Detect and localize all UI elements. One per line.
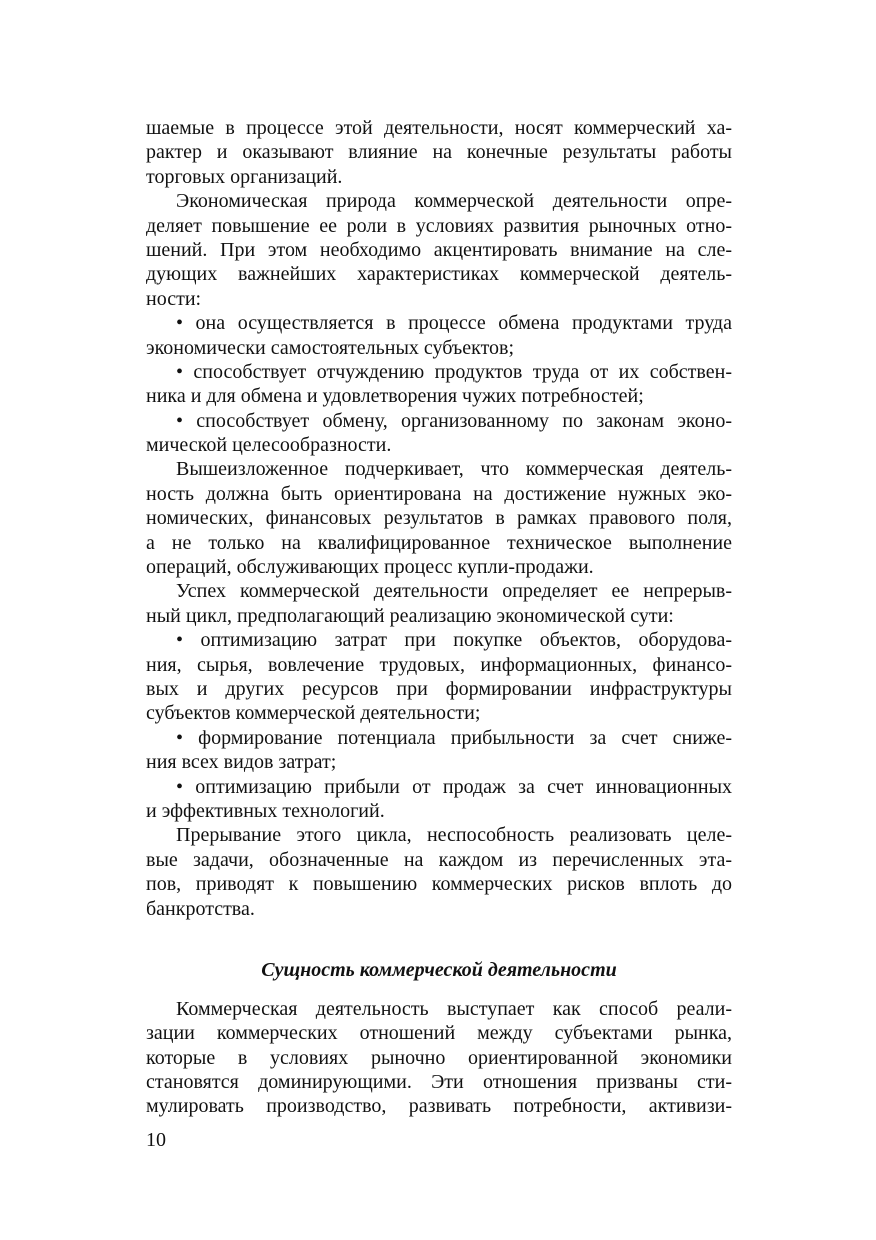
text-line: Вышеизложенное подчеркивает, что коммерческая деятель-: [176, 458, 732, 481]
text-line: ности:: [146, 287, 202, 310]
text-line: • она осуществляется в процессе обмена продуктами труда: [176, 312, 732, 335]
text-line: ность должна быть ориентирована на достижение нужных эко-: [146, 482, 732, 505]
text-line: банкротства.: [146, 897, 255, 920]
text-line: экономически самостоятельных субъектов;: [146, 336, 515, 359]
text-line: вые задачи, обозначенные на каждом из перечисленных эта-: [146, 848, 732, 871]
text-line: пов, приводят к повышению коммерческих рисков вплоть до: [146, 873, 732, 896]
text-line: вых и других ресурсов при формировании инфраструктуры: [146, 677, 732, 700]
paragraph: [146, 189, 732, 311]
paragraph: [146, 116, 732, 189]
page-number: 10: [146, 1129, 166, 1151]
text-line: • оптимизацию прибыли от продаж за счет инновационных: [176, 775, 732, 798]
text-line: шений. При этом необходимо акцентировать внимание на сле-: [146, 238, 732, 261]
paragraph: [146, 823, 732, 921]
paragraph: [146, 360, 732, 409]
text-line: номических, финансовых результатов в рамках правового поля,: [146, 507, 732, 530]
paragraph: [146, 311, 732, 360]
text-line: ния, сырья, вовлечение трудовых, информационных, финансо-: [146, 653, 732, 676]
text-line: мической целесообразности.: [146, 434, 392, 457]
body-text-before-heading: [146, 116, 732, 921]
paragraph: [146, 775, 732, 824]
text-line: • формирование потенциала прибыльности за счет сниже-: [176, 726, 732, 749]
text-line: торговых организаций.: [146, 165, 343, 188]
text-line: Прерывание этого цикла, неспособность реализовать целе-: [176, 824, 732, 847]
text-line: Коммерческая деятельность выступает как способ реали-: [176, 997, 732, 1020]
text-line: которые в условиях рыночно ориентированной экономики: [146, 1046, 732, 1069]
paragraph: [146, 409, 732, 458]
paragraph: [146, 726, 732, 775]
text-line: Успех коммерческой деятельности определяет ее непрерыв-: [176, 580, 732, 603]
text-line: а не только на квалифицированное техническое выполнение: [146, 531, 732, 554]
text-line: ника и для обмена и удовлетворения чужих потребностей;: [146, 385, 644, 408]
text-line: шаемые в процессе этой деятельности, носят коммерческий ха-: [146, 117, 732, 139]
paragraph: [146, 997, 732, 1119]
text-line: деляет повышение ее роли в условиях развития рыночных отно-: [146, 214, 732, 237]
text-line: • способствует отчуждению продуктов труда от их собствен-: [176, 360, 732, 383]
text-line: операций, обслуживающих процесс купли-продажи.: [146, 556, 594, 579]
text-line: мулировать производство, развивать потребности, активизи-: [146, 1095, 732, 1118]
text-line: зации коммерческих отношений между субъектами рынка,: [146, 1022, 732, 1045]
text-line: • способствует обмену, организованному по законам эконо-: [176, 409, 732, 432]
paragraph: [146, 457, 732, 579]
text-line: ния всех видов затрат;: [146, 751, 337, 774]
text-line: Экономическая природа коммерческой деятельности опре-: [176, 190, 732, 213]
text-line: и эффективных технологий.: [146, 799, 385, 822]
body-text-after-heading: [146, 997, 732, 1119]
text-line: • оптимизацию затрат при покупке объектов, оборудова-: [176, 629, 732, 652]
text-line: дующих важнейших характеристиках коммерческой деятель-: [146, 263, 732, 286]
paragraph: [146, 579, 732, 628]
page-body: [146, 116, 732, 1119]
text-line: становятся доминирующими. Эти отношения призваны сти-: [146, 1071, 732, 1094]
paragraph: [146, 628, 732, 726]
section-heading: Сущность коммерческой деятельности: [261, 958, 617, 981]
text-line: рактер и оказывают влияние на конечные результаты работы: [146, 141, 732, 164]
text-line: субъектов коммерческой деятельности;: [146, 702, 481, 725]
text-line: ный цикл, предполагающий реализацию экономической сути:: [146, 604, 674, 627]
